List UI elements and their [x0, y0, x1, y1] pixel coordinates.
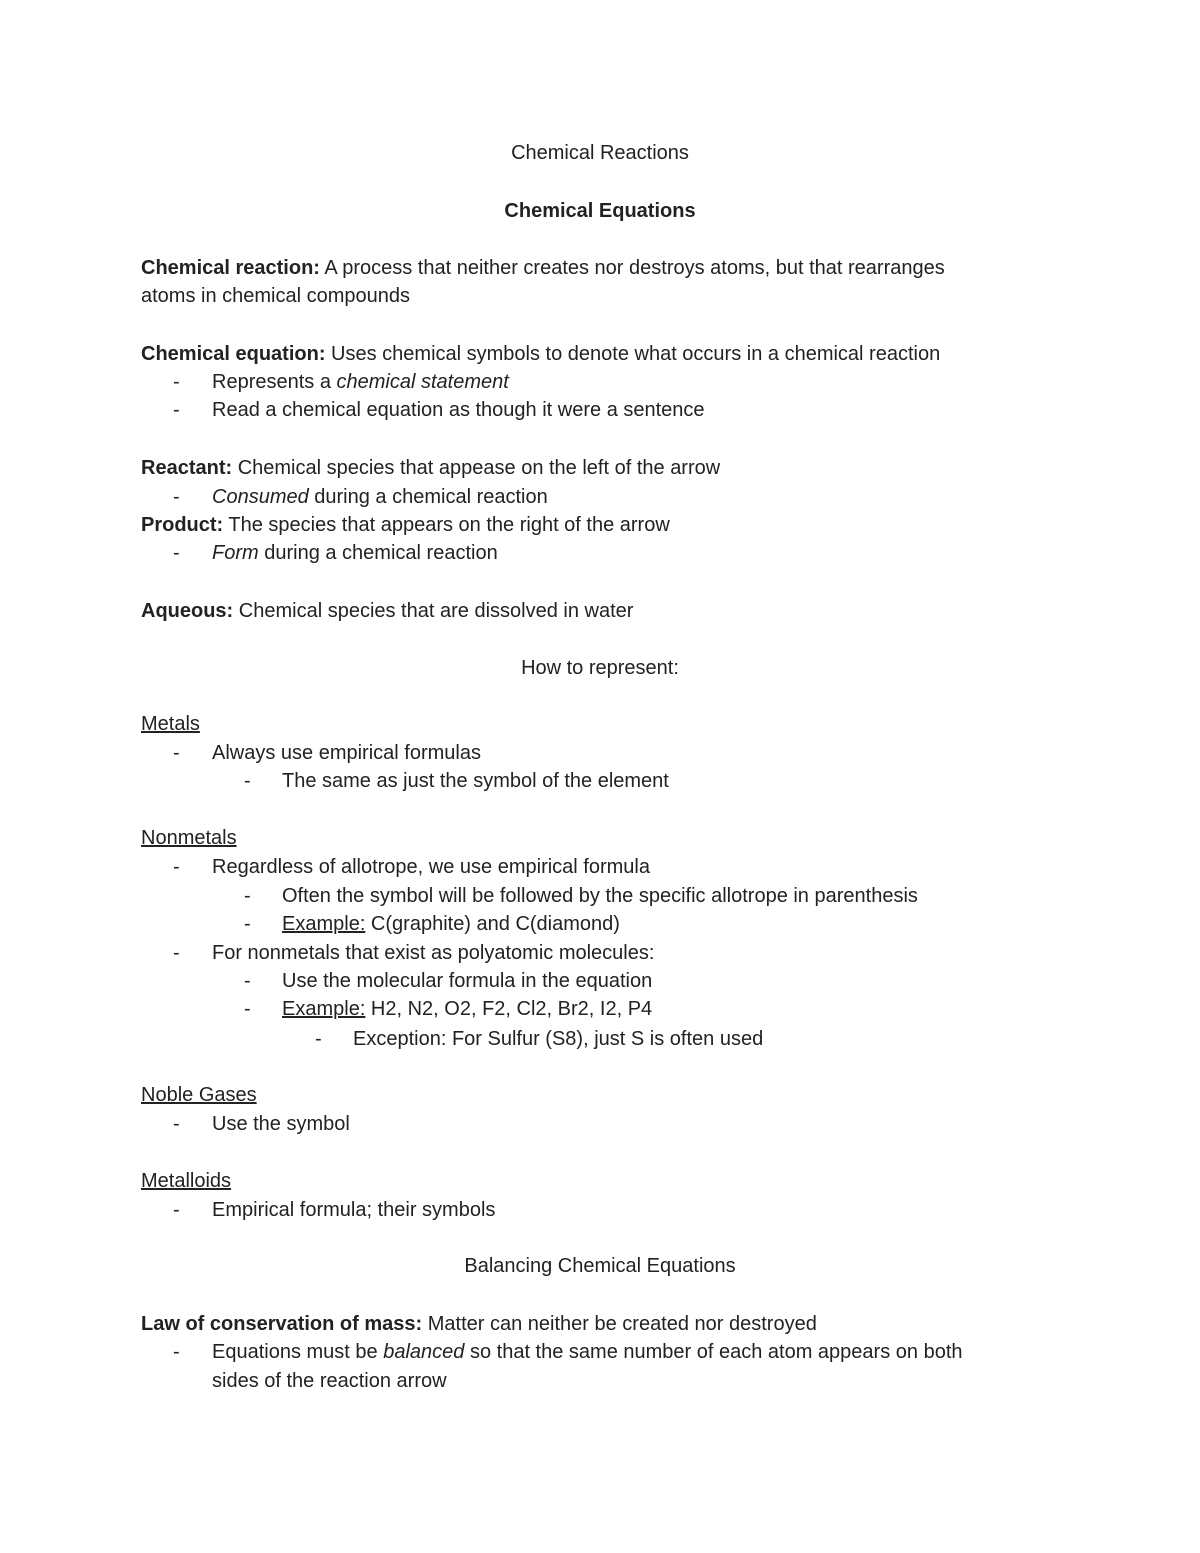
list-item: Read a chemical equation as though it were a sentence: [212, 399, 705, 421]
definition-reactant: [141, 456, 720, 480]
list-item-continuation: sides of the reaction arrow: [212, 1370, 447, 1392]
list-item: Example: C(graphite) and C(diamond): [282, 913, 620, 935]
definition-text: Matter can neither be created nor destroyed: [422, 1313, 817, 1335]
list-item: Regardless of allotrope, we use empirical formula: [212, 856, 650, 878]
term-label: Reactant:: [141, 457, 233, 479]
definition-product: [141, 513, 670, 537]
bullet-dash: -: [173, 856, 180, 878]
bullet-dash: -: [244, 913, 251, 935]
list-item: Form during a chemical reaction: [212, 542, 498, 564]
definition-continuation: atoms in chemical compounds: [141, 285, 411, 307]
category-heading-metals: Metals: [141, 713, 200, 735]
category-heading-metalloids: Metalloids: [141, 1170, 232, 1192]
definition-text: Chemical species that appease on the left of the arrow: [232, 457, 721, 479]
list-item: Example: H2, N2, O2, F2, Cl2, Br2, I2, P4: [282, 998, 653, 1020]
bullet-dash: -: [173, 1341, 180, 1363]
document-title: Chemical Reactions: [511, 142, 689, 164]
definition-text: Uses chemical symbols to denote what occurs in a chemical reaction: [325, 343, 941, 365]
term-label: Law of conservation of mass:: [141, 1313, 423, 1335]
term-label: Chemical reaction:: [141, 257, 320, 279]
subheading-balancing-equations: Balancing Chemical Equations: [464, 1255, 736, 1277]
list-item: Empirical formula; their symbols: [212, 1199, 496, 1221]
list-item: Use the symbol: [212, 1113, 350, 1135]
term-label: Product:: [141, 514, 224, 536]
bullet-dash: -: [173, 942, 180, 964]
list-item: Consumed during a chemical reaction: [212, 486, 548, 508]
list-item: For nonmetals that exist as polyatomic molecules:: [212, 942, 655, 964]
definition-chemical-reaction: [141, 256, 945, 280]
bullet-dash: -: [173, 486, 180, 508]
bullet-dash: -: [173, 399, 180, 421]
list-item: Represents a chemical statement: [212, 371, 509, 393]
bullet-dash: -: [244, 970, 251, 992]
definition-chemical-equation: [141, 342, 940, 366]
bullet-dash: -: [173, 1113, 180, 1135]
bullet-dash: -: [244, 770, 251, 792]
subheading-how-to-represent: How to represent:: [521, 657, 679, 679]
category-heading-noble-gases: Noble Gases: [141, 1084, 257, 1106]
bullet-dash: -: [173, 742, 180, 764]
definition-text: A process that neither creates nor destroys atoms, but that rearranges: [319, 257, 945, 279]
list-item: Use the molecular formula in the equation: [282, 970, 653, 992]
list-item: Equations must be balanced so that the same number of each atom appears on both: [212, 1341, 963, 1363]
term-label: Chemical equation:: [141, 343, 326, 365]
definition-text: The species that appears on the right of the arrow: [223, 514, 670, 536]
bullet-dash: -: [173, 371, 180, 393]
category-heading-nonmetals: Nonmetals: [141, 827, 237, 849]
list-item: The same as just the symbol of the element: [282, 770, 669, 792]
definition-aqueous: [141, 599, 633, 623]
list-item: Often the symbol will be followed by the specific allotrope in parenthesis: [282, 885, 918, 907]
definition-conservation-of-mass: [141, 1312, 817, 1336]
list-item: Exception: For Sulfur (S8), just S is often used: [353, 1028, 764, 1050]
section-heading-chemical-equations: Chemical Equations: [504, 200, 696, 222]
bullet-dash: -: [315, 1028, 322, 1050]
term-label: Aqueous:: [141, 600, 234, 622]
bullet-dash: -: [173, 1199, 180, 1221]
definition-text: Chemical species that are dissolved in water: [233, 600, 634, 622]
bullet-dash: -: [244, 998, 251, 1020]
bullet-dash: -: [173, 542, 180, 564]
bullet-dash: -: [244, 885, 251, 907]
list-item: Always use empirical formulas: [212, 742, 481, 764]
